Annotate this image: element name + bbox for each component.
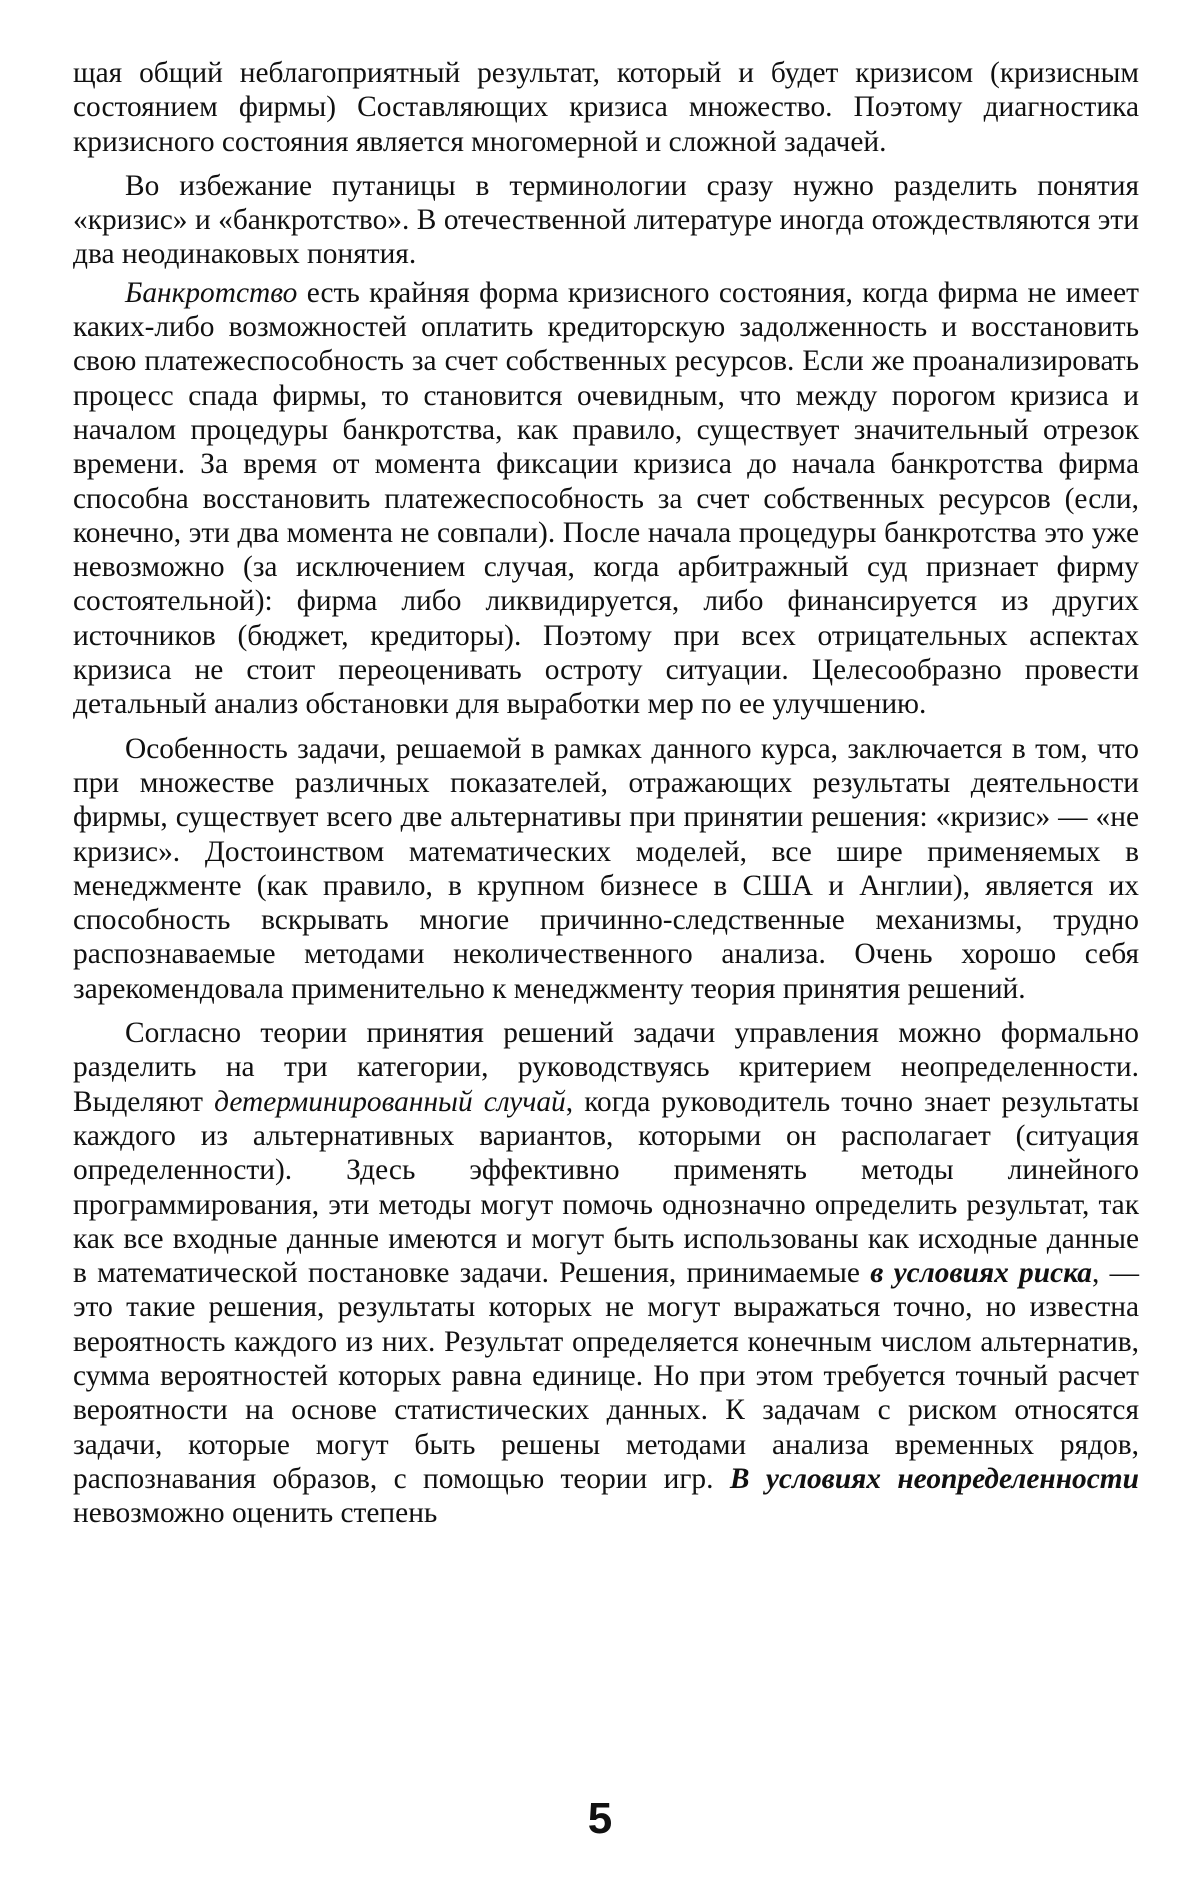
term-bankruptcy: Банкротство <box>125 276 298 309</box>
paragraph-text: Во избежание путаницы в терминологии сразу нужно разделить понятия «кризис» и «банкротство». В отечественной литературе иногда отождествляются эти два неодинаковых понятия. <box>73 169 1139 271</box>
term-under-uncertainty: В условиях неопределенности <box>729 1462 1139 1495</box>
paragraph-text: , — это такие решения, результаты которых не могут выражаться точно, но известна вероятность каждого из них. Результат определяется конечным числом альтернатив, сумма вероятностей которых равна единице. Но при этом требуется точный расчет вероятности на основе статистических данных. К задачам с риском относятся задачи, которые могут быть решены методами анализа временных рядов, распознавания образов, с помощью теории игр. <box>73 1257 1139 1495</box>
paragraph-decision-theory <box>73 1016 1139 1530</box>
page-number: 5 <box>587 1794 613 1843</box>
paragraph-course-task <box>73 732 1139 1006</box>
paragraph-text: Согласно теории принятия решений задачи управления можно формально разделить на три категории, руководствуясь критерием неопределенности. Выделяют <box>73 1017 1139 1118</box>
paragraph-text: , когда руководитель точно знает результаты каждого из альтернативных вариантов, которыми он располагает (ситуация определенности). Здесь эффективно применять методы линейного программирования, эти методы могут помочь однозначно определить результат, так как все входные данные имеются и могут быть использованы как исходные данные в математической постановке задачи. Решения, принимаемые <box>73 1085 1140 1290</box>
paragraph-text: невозможно оценить степень <box>73 1497 438 1530</box>
term-under-risk: в условиях риска <box>870 1257 1092 1290</box>
paragraph-text: есть крайняя форма кризисного состояния, когда фирма не имеет каких-либо возможностей оплатить кредиторскую задолженность и восстановить свою платежеспособность за счет собственных ресурсов. Если же проанализировать процесс спада фирмы, то становится очевидным, что между порогом кризиса и началом процедуры банкротства, как правило, существует значительный отрезок времени. За время от момента фиксации кризиса до начала банкротства фирма способна восстановить платежеспособность за счет собственных ресурсов (если, конечно, эти два момента не совпали). После начала процедуры банкротства это уже невозможно (за исключением случая, когда арбитражный суд признает фирму состоятельной): фирма либо ликвидируется, либо финансируется из других источников (бюджет, кредиторы). Поэтому при всех отрицательных аспектах кризиса не стоит переоценивать остроту ситуации. Целесообразно провести детальный анализ обстановки для выработки мер по ее улучшению. <box>73 276 1139 721</box>
term-deterministic-case: детерминированный случай <box>214 1085 566 1118</box>
paragraph-text: Особенность задачи, решаемой в рамках данного курса, заключается в том, что при множестве различных показателей, отражающих результаты деятельности фирмы, существует всего две альтернативы при принятии решения: «кризис» — «не кризис». Достоинством математических моделей, все шире применяемых в менеджменте (как правило, в крупном бизнесе в США и Англии), является их способность вскрывать многие причинно-следственные механизмы, трудно распознаваемые методами неколичественного анализа. Очень хорошо себя зарекомендовала применительно к менеджменту теория принятия решений. <box>73 732 1139 1005</box>
page-body <box>73 56 1139 1530</box>
paragraph-terminology <box>73 169 1139 272</box>
paragraph-bankruptcy <box>73 276 1139 722</box>
paragraph-text: щая общий неблагоприятный результат, который и будет кризисом (кризисным состоянием фирмы) Составляющих кризиса множество. Поэтому диагностика кризисного состояния является многомерной и сложной задачей. <box>73 57 1139 158</box>
paragraph-crisis-diagnostics <box>73 56 1139 159</box>
